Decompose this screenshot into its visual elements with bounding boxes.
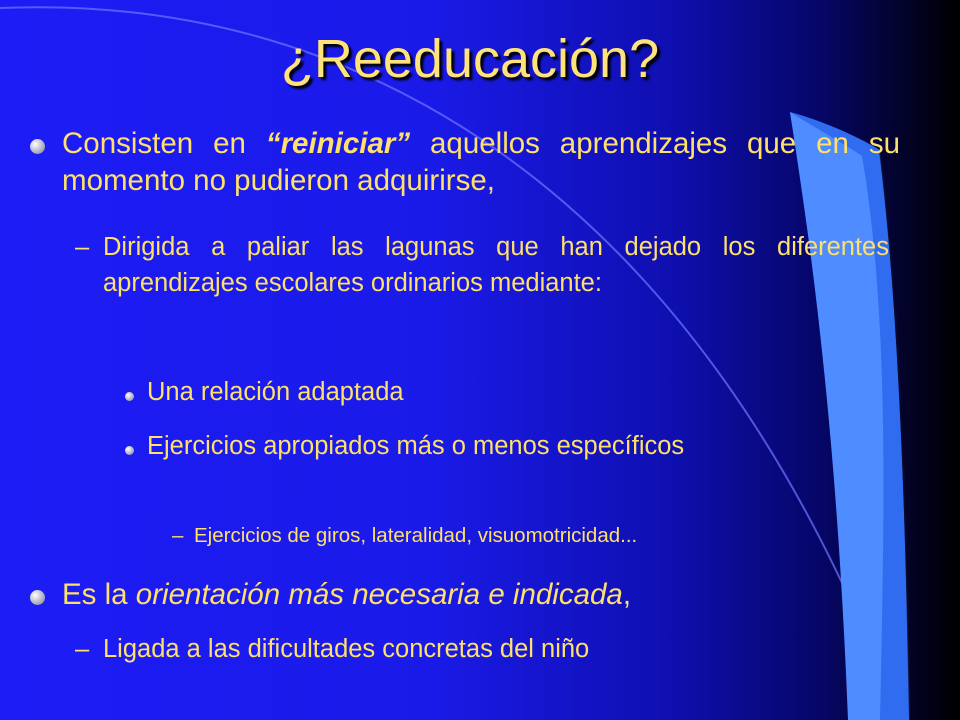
text-run: aquellos aprendizajes que en su momento no pudieron adquirirse, bbox=[62, 127, 900, 197]
bullet-text-reeducation-definition bbox=[62, 125, 900, 199]
sub-sub-bullet-text-adapted-relation: Una relación adaptada bbox=[147, 378, 404, 406]
bullet-icon bbox=[30, 590, 45, 605]
bullet-text-orientation bbox=[62, 576, 900, 613]
text-run: Consisten en bbox=[62, 127, 266, 160]
slide-title: ¿Reeducación? bbox=[280, 29, 660, 89]
level4-text-exercise-examples: Ejercicios de giros, lateralidad, visuomotricidad... bbox=[194, 524, 638, 547]
dash-marker: – bbox=[172, 524, 184, 547]
sub-bullet-text-purpose: Dirigida a paliar las lagunas que han dejado los diferentes aprendizajes escolares ordinarios mediante: bbox=[103, 233, 889, 297]
bullet-icon bbox=[125, 446, 134, 455]
swoosh-thin-line bbox=[0, 7, 900, 720]
text-run: Es la bbox=[62, 578, 136, 611]
dash-marker: – bbox=[75, 233, 90, 261]
bullet-icon bbox=[30, 139, 45, 154]
sub-bullet-text-child-difficulties: Ligada a las dificultades concretas del niño bbox=[103, 635, 590, 663]
emphasis-text: orientación más necesaria e indicada bbox=[135, 578, 623, 611]
sub-sub-bullet-text-exercises: Ejercicios apropiados más o menos específicos bbox=[147, 432, 685, 460]
text-run: , bbox=[622, 578, 632, 611]
dash-marker: – bbox=[75, 635, 90, 663]
bullet-icon bbox=[125, 392, 134, 401]
emphasis-text: “reiniciar” bbox=[265, 127, 411, 160]
